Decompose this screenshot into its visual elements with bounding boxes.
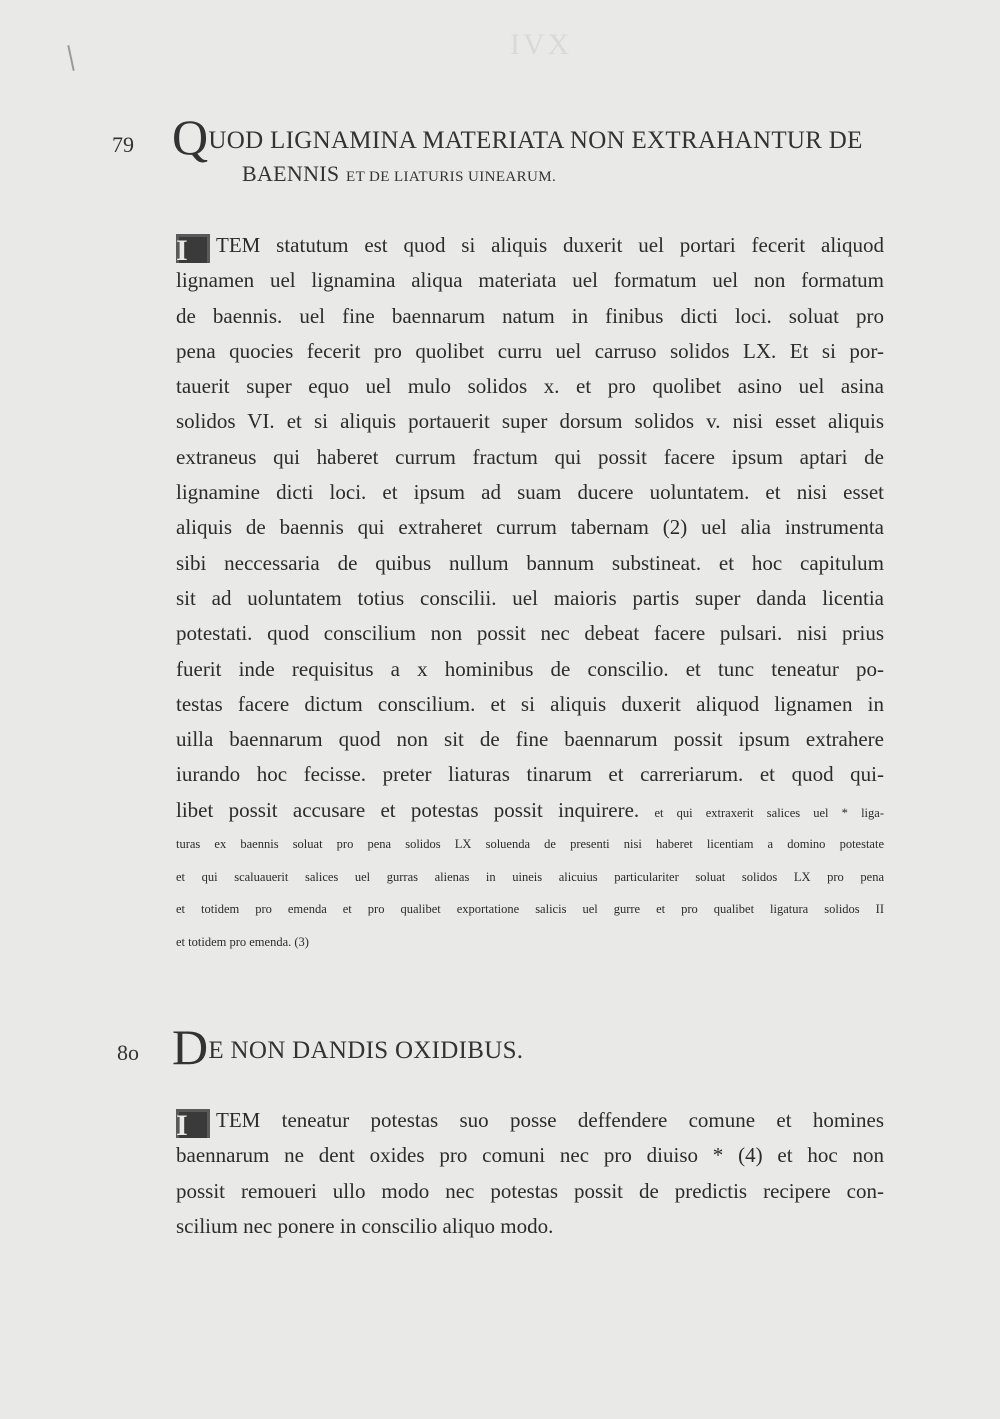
text-line: I TEM statutum est quod si aliquis duxerit uel portari fecerit aliquod (176, 228, 884, 263)
heading-line: BAENNIS (242, 161, 340, 186)
text-line: de baennis. uel fine baennarum natum in finibus dicti loci. soluat pro (176, 303, 884, 328)
text-line: libet possit accusare et potestas possit inquirere. et qui extraxerit salices uel * liga- (176, 797, 884, 822)
text-line: sibi neccessaria de quibus nullum bannum substineat. et hoc capitulum (176, 550, 884, 575)
text-line: tauerit super equo uel mulo solidos x. et pro quolibet asino uel asina (176, 374, 884, 399)
text-line: lignamen uel lignamina aliqua materiata uel formatum uel non formatum (176, 268, 884, 293)
section-body (176, 1103, 884, 1244)
note-line: et totidem pro emenda. (3) (176, 934, 309, 949)
section-heading (172, 109, 863, 165)
text-line: extraneus qui haberet currum fractum qui possit facere ipsum aptari de (176, 444, 884, 469)
note-line: et qui scaluauerit salices uel gurras alienas in uineis alicuius particulariter soluat solidos LX pro pena (176, 869, 884, 884)
pencil-mark (67, 45, 74, 71)
text-line: fuerit inde requisitus a x hominibus de conscilio. et tunc teneatur po- (176, 656, 884, 681)
text-line: baennarum ne dent oxides pro comuni nec pro diuiso * (4) et hoc non (176, 1143, 884, 1168)
text-line: scilium nec ponere in conscilio aliquo modo. (176, 1213, 554, 1238)
decorated-initial: I (176, 1109, 210, 1138)
heading-initial: Q (172, 109, 209, 165)
text-line: I TEM teneatur potestas suo posse deffendere comune et homines (176, 1103, 884, 1138)
text-line: lignamine dicti loci. et ipsum ad suam ducere uoluntatem. et nisi esset (176, 480, 884, 505)
text-line: iurando hoc fecisse. preter liaturas tinarum et carreriarum. et quod qui- (176, 762, 884, 787)
bleed-through-mark: IVX (510, 28, 573, 61)
text-line: pena quocies fecerit pro quolibet curru uel carruso solidos LX. Et si por- (176, 338, 884, 363)
section-subheading (242, 160, 556, 188)
section-number: 79 (112, 132, 134, 157)
section-number: 8o (117, 1040, 139, 1065)
text-line: uilla baennarum quod non sit de fine baennarum possit ipsum extrahere (176, 727, 884, 752)
section-body (176, 228, 884, 958)
heading-initial: D (172, 1019, 209, 1075)
section-heading (172, 1019, 524, 1075)
heading-line: E NON DANDIS OXIDIBUS. (208, 1037, 524, 1064)
text-line: aliquis de baennis qui extraheret currum tabernam (2) uel alia instrumenta (176, 515, 884, 540)
text-line: potestati. quod conscilium non possit nec debeat facere pulsari. nisi prius (176, 621, 884, 646)
text-line: testas facere dictum conscilium. et si aliquis duxerit aliquod lignamen in (176, 691, 884, 716)
heading-line: UOD LIGNAMINA MATERIATA NON EXTRAHANTUR DE (208, 127, 863, 154)
note-line: et totidem pro emenda et pro qualibet exportatione salicis uel gurre et pro qualibet ligatura solidos II (176, 902, 884, 917)
note-line: turas ex baennis soluat pro pena solidos LX soluenda de presenti nisi haberet licentiam a domino potestate (176, 837, 884, 852)
heading-line-small: ET DE LIATURIS UINEARUM. (346, 169, 557, 185)
decorated-initial: I (176, 234, 210, 263)
text-line: sit ad uoluntatem totius conscilii. uel maioris partis super danda licentia (176, 585, 884, 610)
text-line: possit remoueri ullo modo nec potestas possit de predictis recipere con- (176, 1178, 884, 1203)
text-line: solidos VI. et si aliquis portauerit super dorsum solidos v. nisi esset aliquis (176, 409, 884, 434)
